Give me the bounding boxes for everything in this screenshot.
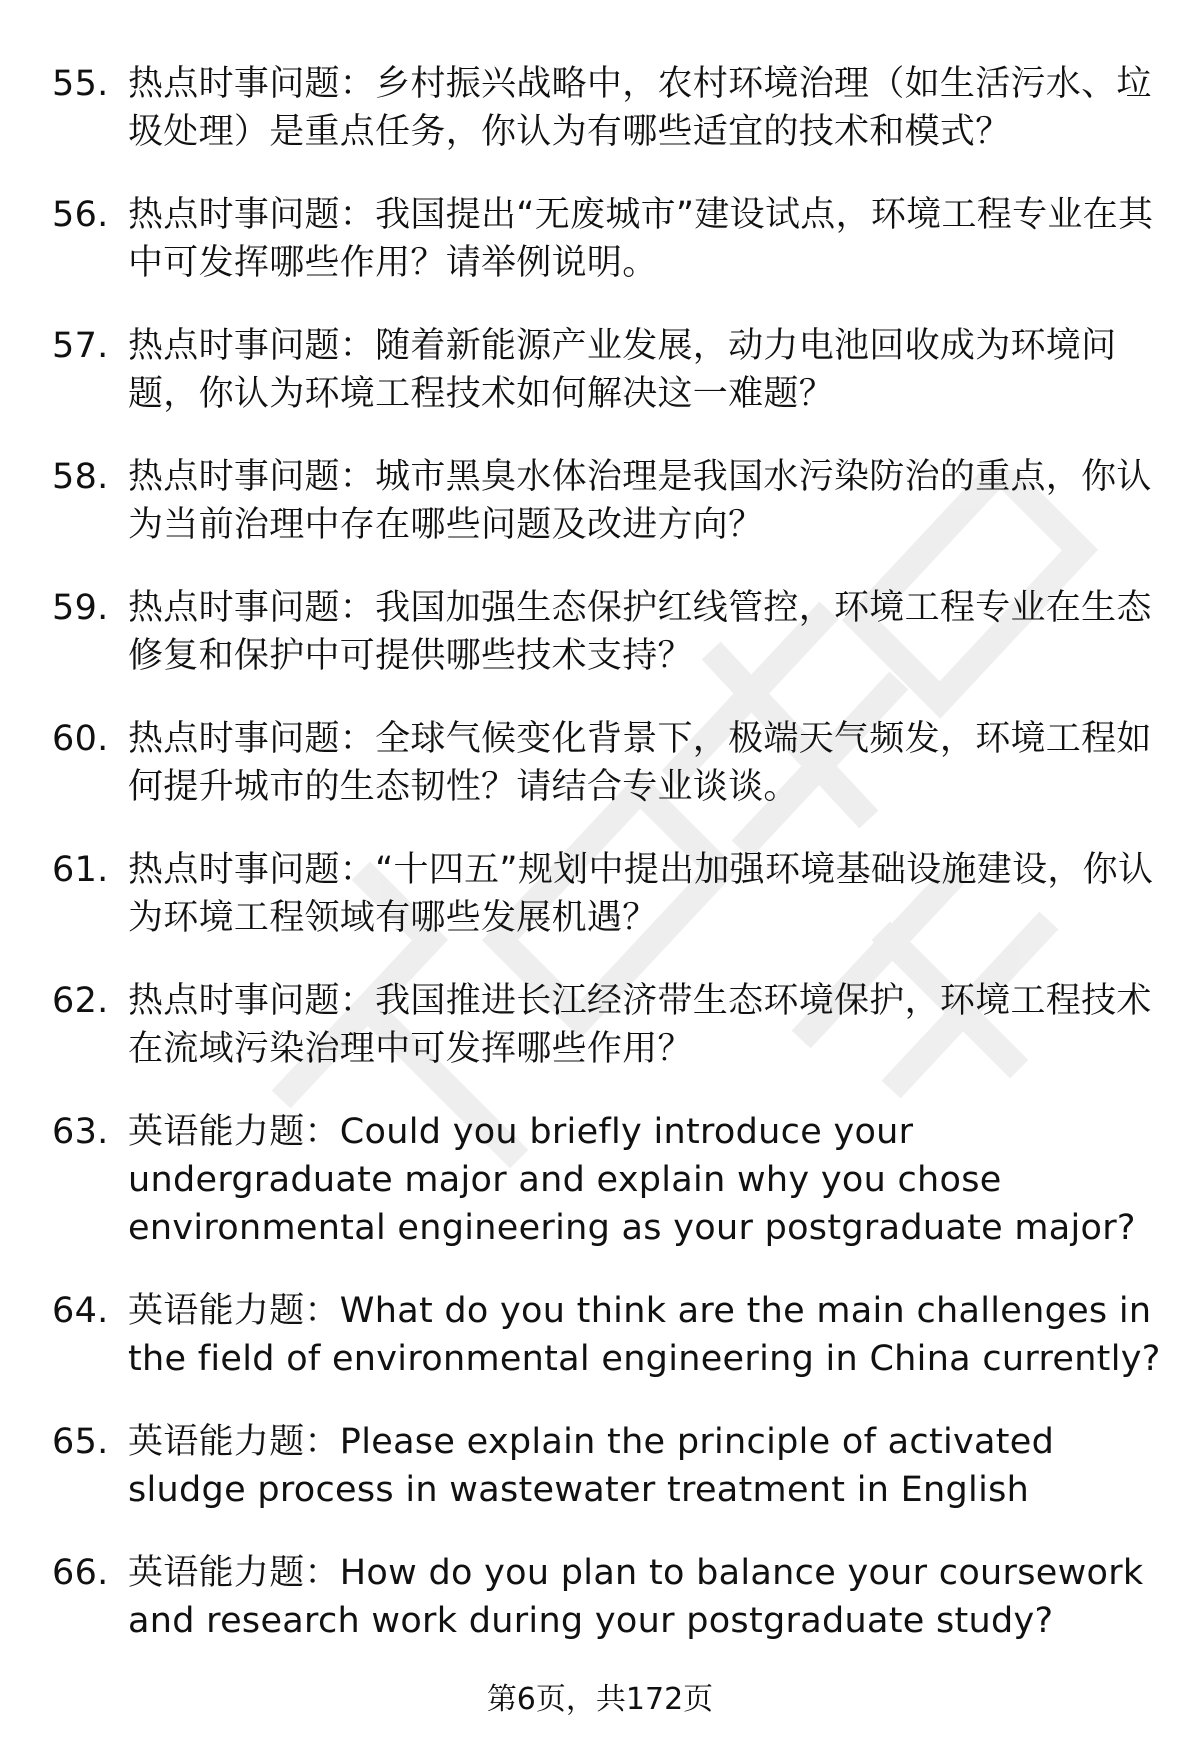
question-text: 热点时事问题：我国推进长江经济带生态环境保护，环境工程技术在流域污染治理中可发挥哪些作用？ [128,981,1152,1069]
question-number: 64. [52,1291,109,1331]
question-item [52,1418,1162,1514]
question-text: 热点时事问题：我国加强生态保护红线管控，环境工程专业在生态修复和保护中可提供哪些技术支持？ [128,588,1152,676]
question-text: 热点时事问题：全球气候变化背景下，极端天气频发，环境工程如何提升城市的生态韧性？请结合专业谈谈。 [128,719,1152,807]
question-item [52,1287,1162,1383]
question-item [52,584,1162,680]
question-number: 59. [52,588,109,628]
question-number: 58. [52,457,109,497]
question-item [52,60,1162,156]
question-number: 62. [52,981,109,1021]
question-item [52,322,1162,418]
page-indicator: 第6页，共172页 [486,1682,714,1717]
question-number: 66. [52,1553,109,1593]
question-item [52,715,1162,811]
question-item [52,977,1162,1073]
question-text: 英语能力题：Please explain the principle of activated sludge process in wastewater treatment in English [128,1422,1055,1510]
question-item [52,453,1162,549]
question-text: 英语能力题：What do you think are the main challenges in the field of environmental engineering in China currently? [128,1291,1161,1379]
question-text: 热点时事问题：“十四五”规划中提出加强环境基础设施建设，你认为环境工程领域有哪些发展机遇？ [128,850,1154,938]
question-text: 热点时事问题：乡村振兴战略中，农村环境治理（如生活污水、垃圾处理）是重点任务，你认为有哪些适宜的技术和模式？ [128,64,1152,152]
question-item [52,846,1162,942]
question-text: 热点时事问题：城市黑臭水体治理是我国水污染防治的重点，你认为当前治理中存在哪些问题及改进方向？ [128,457,1152,545]
question-item [52,1549,1162,1645]
question-number: 61. [52,850,109,890]
question-text: 热点时事问题：我国提出“无废城市”建设试点，环境工程专业在其中可发挥哪些作用？请举例说明。 [128,195,1154,283]
question-number: 56. [52,195,109,235]
question-text: 英语能力题：Could you briefly introduce your undergraduate major and explain why you chose environmental engineering as your postgraduate major? [128,1112,1136,1248]
question-number: 60. [52,719,109,759]
question-number: 63. [52,1112,109,1152]
question-text: 英语能力题：How do you plan to balance your coursework and research work during your postgraduate study? [128,1553,1144,1641]
question-text: 热点时事问题：随着新能源产业发展，动力电池回收成为环境问题，你认为环境工程技术如何解决这一难题？ [128,326,1117,414]
question-number: 57. [52,326,109,366]
question-number: 65. [52,1422,109,1462]
question-item [52,1108,1162,1252]
question-list [52,60,1162,1680]
question-number: 55. [52,64,109,104]
question-item [52,191,1162,287]
